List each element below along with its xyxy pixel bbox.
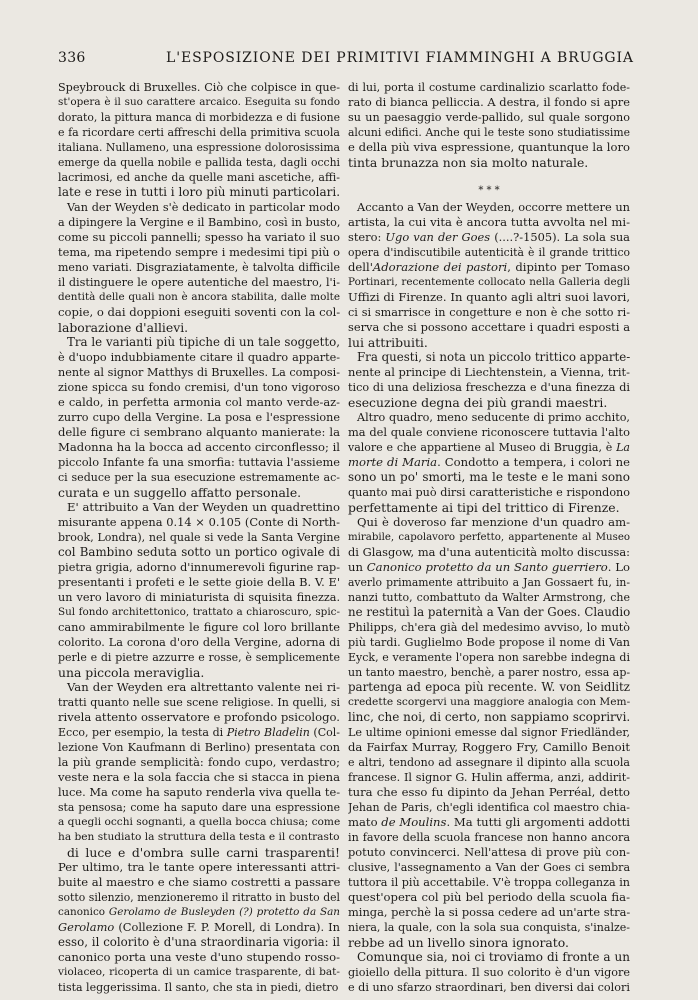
text-line: a quegli occhi sognanti, a quella bocca chiusa; come [58, 816, 340, 828]
text-line: credette scorgervi una maggiore analogia con Mem- [348, 696, 630, 708]
text-line: dorato, la pittura manca di morbidezza e di fusione [58, 111, 340, 124]
text-line: potuto convincerci. Nell'attesa di prove più con- [348, 845, 630, 859]
text-line: niera, la quale, con la sola sua conquista, s'inalze- [348, 921, 630, 934]
text-line: st'opera è il suo carattere arcaico. Eseguita su fondo [58, 96, 340, 108]
text-line: emerge da quella nobile e pallida testa, dagli occhi [58, 156, 340, 169]
text-line: Jehan de Paris, ch'egli identifica col maestro chia- [348, 801, 630, 814]
text-line: veste nera e la sola faccia che si stacca in piena [58, 770, 340, 784]
text-line: nente al signor Matthys di Bruxelles. La composi- [58, 366, 340, 379]
text-line: tista leggerissima. Il santo, che sta in piedi, dietro [58, 981, 339, 994]
text-line: tico di una deliziosa freschezza e d'una finezza di [348, 381, 630, 394]
text-line: sotto silenzio, menzioneremo il ritratto in busto del [58, 891, 340, 904]
text-line: opera d'indiscutibile autenticità è il grande trittico [348, 246, 630, 259]
text-line: stero: Ugo van der Goes (....?-1505). La sola sua [348, 230, 630, 244]
text-line: zurro cupo della Vergine. La posa e l'espressione [58, 411, 340, 424]
section-asterism: * * * [478, 185, 500, 196]
text-line: ha ben studiato la struttura della testa e il contrasto [58, 831, 340, 843]
text-line: esecuzione degna dei più grandi maestri. [348, 395, 608, 410]
text-line: sta pensosa; come ha saputo dare una espressione [58, 801, 340, 814]
text-line: dell'Adorazione dei pastori, dipinto per Tomaso [348, 260, 630, 274]
text-column-right [348, 80, 630, 995]
text-line: Sul fondo architettonico, trattato a chiaroscuro, spic- [58, 606, 340, 618]
text-line: un Canonico protetto da un Santo guerriero. Lo [348, 560, 630, 574]
text-line: zione spicca su fondo cremisi, d'un tono vigoroso [58, 381, 340, 394]
text-line: ma del quale conviene riconoscere tuttavia l'alto [348, 425, 630, 439]
text-line: Van der Weyden era altrettanto valente nei ri- [67, 680, 340, 694]
text-line: di lui, porta il costume cardinalizio scarlatto fode- [348, 81, 630, 94]
text-line: delle figure ci sembrano alquanto manierate: la [58, 425, 340, 439]
text-line: Le ultime opinioni emesse dal signor Friedländer, [348, 726, 630, 739]
text-line: Philipps, ch'era già del medesimo avviso, lo mutò [348, 621, 630, 634]
text-line: e fa ricordare certi affreschi della primitiva scuola [58, 126, 340, 139]
text-line: colorito. La corona d'oro della Vergine, adorna di [58, 636, 340, 649]
text-line: gioiello della pittura. Il suo colorito è d'un vigore [348, 966, 630, 979]
text-line: la più grande semplicità: fondo cupo, verdastro; [58, 755, 340, 769]
text-line: di Glasgow, ma d'una autenticità molto discussa: [348, 545, 630, 559]
text-line: brook, Londra), nel quale si vede la Santa Vergine [58, 531, 340, 544]
text-line: ci seduce per la sua esecuzione estremamente ac- [58, 471, 340, 484]
text-line: da Fairfax Murray, Roggero Fry, Camillo Benoit [348, 740, 630, 754]
text-line: è d'uopo indubbiamente citare il quadro apparte- [58, 351, 340, 364]
text-line: tuttora il più accettabile. V'è troppa colleganza in [348, 876, 630, 889]
text-line: e di uno sfarzo straordinari, ben diversi dai colori [348, 981, 630, 994]
text-line: come su piccoli pannelli; spesso ha variato il suo [58, 230, 340, 244]
text-line: e della più viva espressione, quantunque la loro [348, 140, 630, 154]
text-line: lacrimosi, ed anche da quelle mani ascetiche, affi- [58, 171, 340, 184]
text-line: mirabile, capolavoro perfetto, appartenente al Museo [348, 532, 630, 543]
text-line: col Bambino seduta sotto un portico ogivale di [58, 545, 340, 559]
text-line: perle e di pietre azzurre e rosse, è semplicemente [58, 651, 340, 664]
text-line: perfettamente ai tipi del trittico di Firenze. [348, 500, 620, 515]
text-line: Eyck, e veramente l'opera non sarebbe indegna di [348, 651, 630, 664]
text-line: clusive, l'assegnamento a Van der Goes ci sembra [348, 861, 630, 874]
text-line: di luce e d'ombra sulle carni trasparenti! [67, 845, 340, 860]
text-line: valore e che appartiene al Museo di Bruggia, è La [348, 441, 630, 454]
text-line: tratti quanto nelle sue scene religiose. In quelli, si [58, 696, 340, 709]
text-column-left [58, 80, 340, 995]
text-line: un tanto maestro, benchè, a parer nostro, essa ap- [348, 666, 630, 679]
text-line: meno variati. Disgraziatamente, è talvolta difficile [58, 261, 340, 274]
text-line: copie, o dai doppioni eseguiti soventi con la col- [58, 305, 340, 319]
text-line: nanzi tutto, combattuto da Walter Armstrong, che [348, 591, 630, 604]
text-line: in favore della scuola francese non hanno ancora [348, 831, 630, 844]
text-line: tura che esso fu dipinto da Jehan Perréal, detto [348, 785, 630, 799]
text-line: rivela attento osservatore e profondo psicologo. [58, 710, 340, 724]
text-line: E' attribuito a Van der Weyden un quadrettino [67, 500, 340, 514]
text-line: dentità delle quali non è ancora stabilita, dalle molte [58, 291, 340, 303]
text-line: nente al principe di Liechtenstein, a Vienna, trit- [348, 365, 630, 379]
text-line: luce. Ma come ha saputo renderla viva quella te- [58, 785, 340, 799]
text-line: piccolo Infante fa una smorfia: tuttavia l'assieme [58, 455, 340, 469]
text-line: pietra grigia, adorno d'innumerevoli figurine rap- [58, 561, 340, 574]
text-line: Uffizi di Firenze. In quanto agli altri suoi lavori, [348, 290, 630, 304]
text-line: su un paesaggio verde-pallido, sul quale sorgono [348, 111, 630, 124]
text-line: Per ultimo, tra le tante opere interessanti attri- [58, 860, 340, 874]
text-line: serva che si possono accettare i quadri esposti a [348, 320, 630, 334]
text-line: lui attribuiti. [348, 335, 428, 350]
text-line: e altri, tendono ad assegnare il dipinto alla scuola [348, 756, 630, 769]
text-line: e caldo, in perfetta armonia col manto verde-az- [58, 395, 340, 409]
text-line: artista, la cui vita è ancora tutta avvolta nel mi- [348, 215, 630, 229]
text-line: rato di bianca pelliccia. A destra, il fondo si apre [348, 95, 630, 109]
text-line: sono un po' smorti, ma le teste e le mani sono [348, 470, 630, 484]
text-line: misurante appena 0.14 × 0.105 (Conte di North- [58, 515, 340, 529]
text-line: linc, che noi, di certo, non sappiamo scoprirvi. [348, 710, 630, 724]
text-line: Gerolamo (Collezione F. P. Morell, di Londra). In [58, 920, 340, 934]
text-line: rebbe ad un livello sinora ignorato. [348, 935, 569, 950]
text-line: una piccola meraviglia. [58, 665, 205, 680]
text-line: Qui è doveroso far menzione d'un quadro am- [357, 515, 630, 529]
text-line: Van der Weyden s'è dedicato in particolar modo [67, 201, 340, 214]
text-line: francese. Il signor G. Hulin afferma, anzi, addirit- [348, 771, 630, 784]
text-line: il distinguere le opere autentiche del maestro, l'i- [58, 276, 340, 289]
text-line: Madonna ha la bocca ad accento circonflesso; il [58, 440, 340, 454]
text-line: morte di Maria. Condotto a tempera, i colori ne [348, 455, 630, 469]
text-line: esso, il colorito è d'una straordinaria vigoria: il [58, 935, 340, 949]
text-line: laborazione d'allievi. [58, 320, 189, 335]
text-line: Speybrouck di Bruxelles. Ciò che colpisce in que- [58, 81, 340, 94]
text-line: presentanti i profeti e le sette gioie della B. V. E' [58, 575, 340, 589]
text-line: late e rese in tutti i loro più minuti particolari. [58, 185, 340, 199]
text-line: Tra le varianti più tipiche di un tale soggetto, [67, 335, 340, 349]
text-line: mato de Moulins. Ma tutti gli argomenti addotti [348, 815, 630, 829]
running-title: L'ESPOSIZIONE DEI PRIMITIVI FIAMMINGHI A BRUGGIA [166, 50, 634, 66]
page-header [58, 50, 640, 70]
text-line: un vero lavoro di miniaturista di squisita finezza. [58, 591, 340, 604]
text-line: lezione Von Kaufmann di Berlino) presentata con [58, 741, 340, 754]
text-line: minga, perchè la si possa cedere ad un'arte stra- [348, 905, 630, 919]
text-line: Ecco, per esempio, la testa di Pietro Bladelin (Col- [58, 726, 340, 739]
section-spacer [348, 170, 630, 185]
text-line: a dipingere la Vergine e il Bambino, così in busto, [58, 216, 340, 229]
text-line: cano ammirabilmente le figure col loro brillante [58, 620, 340, 634]
text-line: buite al maestro e che siamo costretti a passare [58, 875, 340, 889]
text-line: canonico Gerolamo de Busleyden (?) protetto da San [58, 906, 340, 918]
text-line: quanto mai può dirsi caratteristiche e rispondono [348, 486, 630, 499]
text-line: più tardi. Guglielmo Bode propose il nome di Van [348, 636, 630, 649]
text-line: Fra questi, si nota un piccolo trittico apparte- [357, 350, 630, 364]
text-line: partenga ad epoca più recente. W. von Seidlitz [348, 680, 630, 694]
text-line: Portinari, recentemente collocato nella Galleria degli [348, 276, 630, 288]
text-line: averlo primamente attribuito a Jan Gossaert fu, in- [348, 576, 630, 589]
text-line: quest'opera col più bel periodo della scuola fia- [348, 890, 630, 904]
text-line: curata e un suggello affatto personale. [58, 485, 302, 500]
text-line: Altro quadro, meno seducente di primo acchito, [357, 411, 630, 424]
text-line: ne restituì la paternità a Van der Goes. Claudio [348, 605, 630, 619]
text-line: canonico porta una veste d'uno stupendo rosso- [58, 950, 340, 964]
text-line: ci si smarrisce in congetture e non è che sotto ri- [348, 306, 630, 319]
text-line: violaceo, ricoperta di un camice trasparente, di bat- [58, 966, 340, 978]
text-line: tinta brunazza non sia molto naturale. [348, 155, 589, 170]
text-line: alcuni edifici. Anche qui le teste sono studiatissime [348, 126, 630, 139]
page-number: 336 [58, 50, 86, 66]
text-line: Comunque sia, noi ci troviamo di fronte a un [357, 950, 630, 964]
text-line: tema, ma ripetendo sempre i medesimi tipi più o [58, 245, 340, 259]
text-line: italiana. Nullameno, una espressione dolorosissima [58, 141, 340, 154]
text-line: Accanto a Van der Weyden, occorre mettere un [357, 200, 630, 214]
